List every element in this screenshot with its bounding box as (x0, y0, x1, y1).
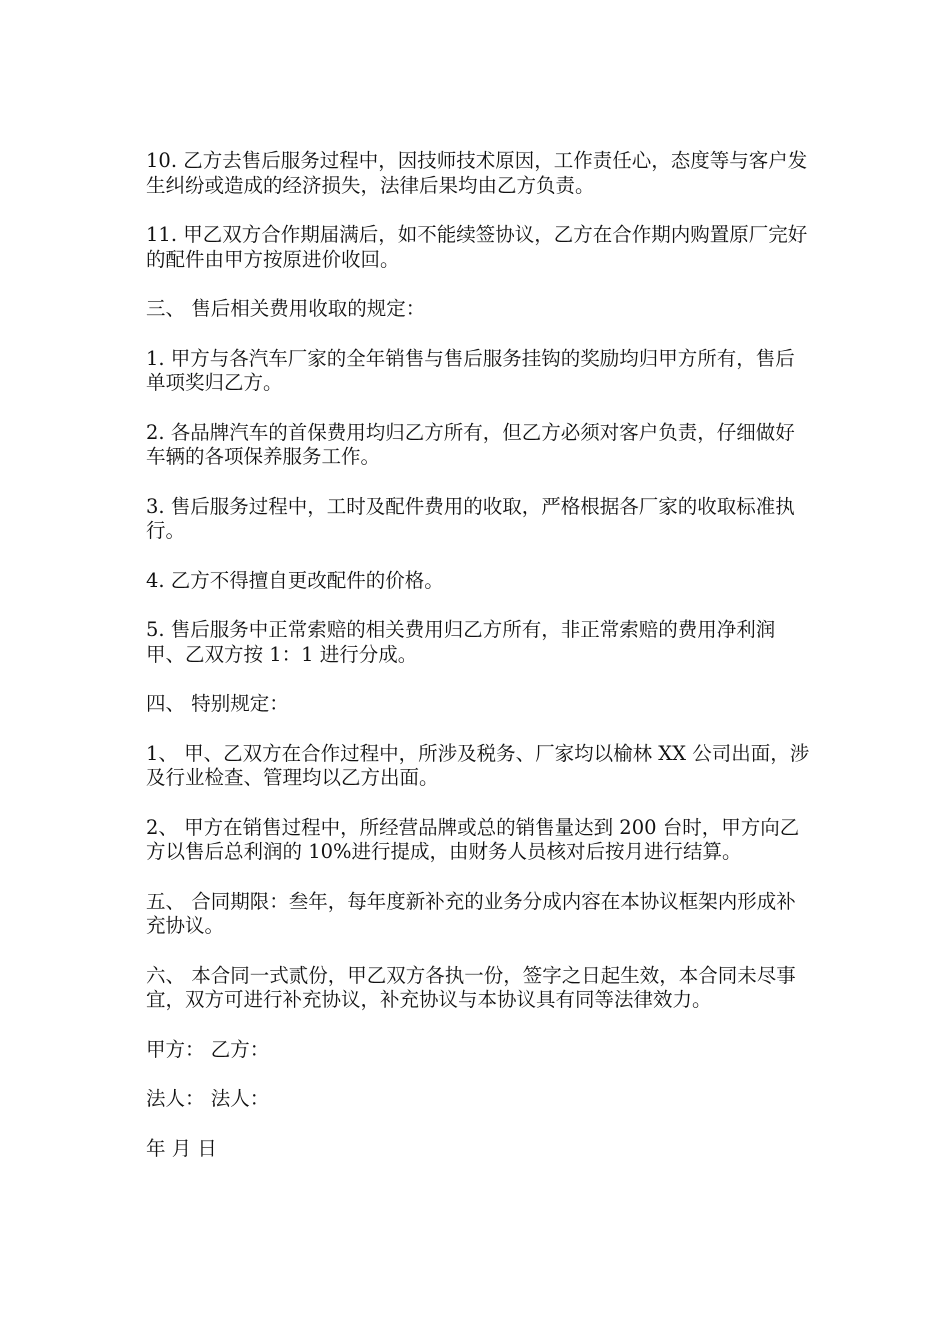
section-6-copies: 六、 本合同一式贰份，甲乙双方各执一份，签字之日起生效，本合同未尽事宜，双方可进行补充协议，补充协议与本协议具有同等法律效力。 (146, 963, 796, 1011)
section-4-heading: 四、 特别规定： (146, 692, 289, 715)
section-3-item-2: 2. 各品牌汽车的首保费用均归乙方所有，但乙方必须对客户负责，仔细做好车辆的各项保养服务工作。 (146, 420, 795, 468)
section-3-item-4: 4. 乙方不得擅自更改配件的价格。 (146, 568, 444, 592)
section-3-item-5: 5. 售后服务中正常索赔的相关费用归乙方所有，非正常索赔的费用净利润甲、乙双方按 1：1 进行分成。 (146, 618, 776, 666)
signature-parties: 甲方： 乙方： (146, 1037, 270, 1061)
document-body (146, 149, 810, 1186)
section-3-item-1: 1. 甲方与各汽车厂家的全年销售与售后服务挂钩的奖励均归甲方所有，售后单项奖归乙方。 (146, 346, 795, 394)
section-3-heading: 三、 售后相关费用收取的规定： (146, 297, 426, 320)
signature-date: 年 月 日 (146, 1136, 217, 1160)
section-4-item-2: 2、 甲方在销售过程中，所经营品牌或总的销售量达到 200 台时，甲方向乙方以售后总利润的 10%进行提成，由财务人员核对后按月进行结算。 (146, 815, 800, 863)
section-5-term: 五、 合同期限：叁年，每年度新补充的业务分成内容在本协议框架内形成补充协议。 (146, 889, 796, 937)
section-4-item-1: 1、 甲、乙双方在合作过程中，所涉及税务、厂家均以榆林 XX 公司出面，涉及行业检查、管理均以乙方出面。 (146, 741, 810, 789)
clause-11: 11. 甲乙双方合作期届满后，如不能续签协议，乙方在合作期内购置原厂完好的配件由甲方按原进价收回。 (146, 223, 808, 271)
section-3-item-3: 3. 售后服务过程中，工时及配件费用的收取，严格根据各厂家的收取标准执行。 (146, 494, 795, 542)
signature-legal-persons: 法人： 法人： (146, 1087, 270, 1110)
clause-10: 10. 乙方去售后服务过程中，因技师技术原因，工作责任心，态度等与客户发生纠纷或造成的经济损失，法律后果均由乙方负责。 (146, 149, 808, 197)
